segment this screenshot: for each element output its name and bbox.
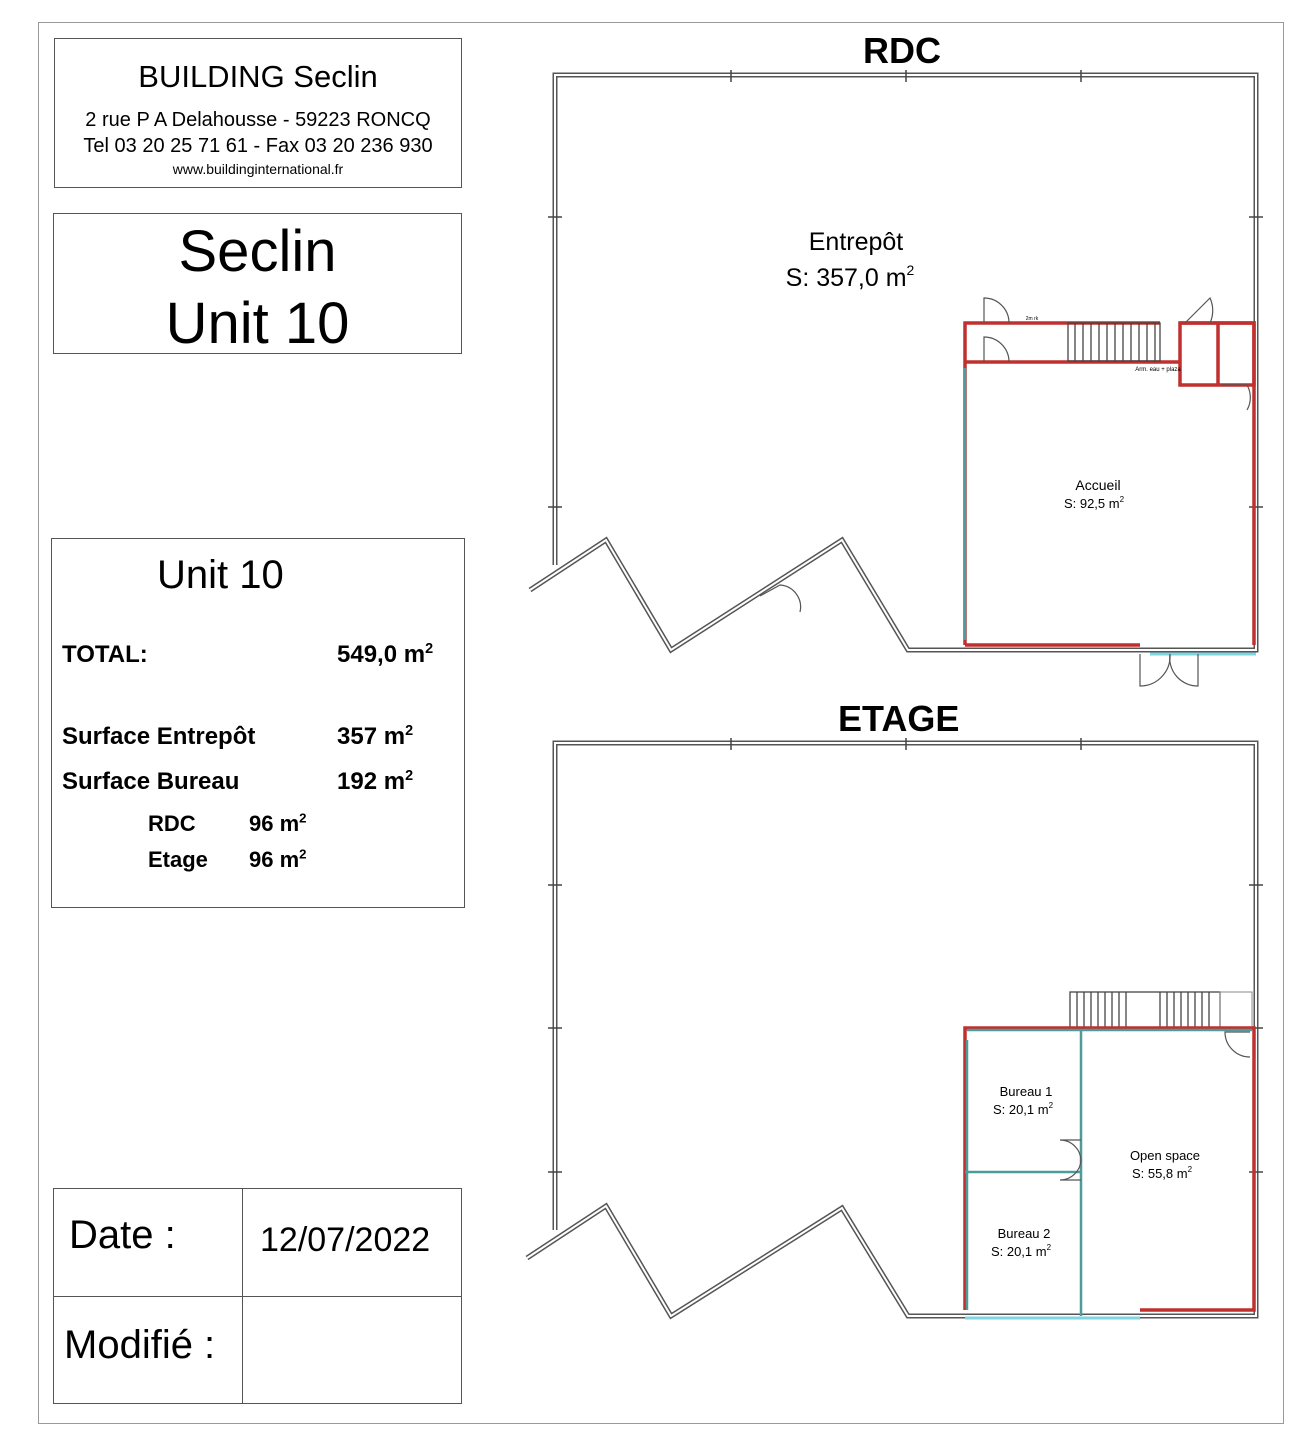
- rdc-small-label-1: 2m rk: [1025, 316, 1039, 322]
- rdc-label: RDC: [148, 811, 196, 836]
- warehouse-label: Surface Entrepôt: [62, 723, 256, 750]
- company-phone: Tel 03 20 25 71 61 - Fax 03 20 236 930: [83, 135, 433, 157]
- company-address: 2 rue P A Delahousse - 59223 RONCQ: [85, 109, 431, 131]
- company-website[interactable]: www.buildinginternational.fr: [172, 161, 344, 177]
- etage-stairs: [1070, 992, 1252, 1028]
- rdc-room-accueil-name: Accueil: [1075, 477, 1121, 493]
- etage-column-ticks: [548, 738, 1263, 1172]
- rdc-doors: [760, 298, 1250, 686]
- rdc-room-entrepot-area: S: 357,0 $m^2$: [785, 262, 915, 292]
- title-unit: Unit 10: [165, 291, 350, 356]
- etage-room-bureau1-name: Bureau 1: [999, 1084, 1053, 1099]
- rdc-plan-title: RDC: [863, 30, 941, 71]
- office-label: Surface Bureau: [62, 768, 240, 795]
- company-name: BUILDING Seclin: [138, 59, 378, 94]
- etage-plan-title: ETAGE: [838, 698, 960, 739]
- etage-partitions: [965, 1030, 1252, 1316]
- modified-label: Modifié :: [64, 1323, 216, 1367]
- warehouse-value: 357 $m^2$: [337, 723, 414, 750]
- title-site: Seclin: [178, 219, 337, 284]
- rdc-room-entrepot-name: Entrepôt: [808, 228, 904, 256]
- etage-label: Etage: [148, 847, 208, 872]
- total-label: TOTAL:: [62, 641, 148, 668]
- date-value: 12/07/2022: [260, 1221, 431, 1259]
- rdc-room-accueil-area: S: 92,5 $m^2$: [1063, 495, 1125, 511]
- etage-room-openspace-area: S: 55,8 $m^2$: [1131, 1165, 1193, 1181]
- etage-room-bureau2-name: Bureau 2: [997, 1226, 1051, 1241]
- etage-plan: [527, 738, 1263, 1318]
- rdc-small-label-2: Arm. eau + plaza: [1135, 367, 1181, 373]
- total-value: 549,0 $m^2$: [337, 641, 434, 668]
- etage-room-bureau1-area: S: 20,1 $m^2$: [992, 1101, 1054, 1117]
- date-label: Date :: [69, 1213, 176, 1257]
- rdc-stairs: [1068, 323, 1160, 361]
- etage-room-openspace-name: Open space: [1129, 1148, 1201, 1163]
- etage-office-wall: [965, 1028, 1254, 1310]
- areas-heading: Unit 10: [157, 553, 284, 597]
- office-value: 192 $m^2$: [337, 768, 414, 795]
- etage-room-bureau2-area: S: 20,1 $m^2$: [990, 1243, 1052, 1259]
- rdc-value: 96 $m^2$: [249, 810, 307, 836]
- etage-value: 96 $m^2$: [249, 846, 307, 872]
- rdc-plan: [530, 70, 1263, 686]
